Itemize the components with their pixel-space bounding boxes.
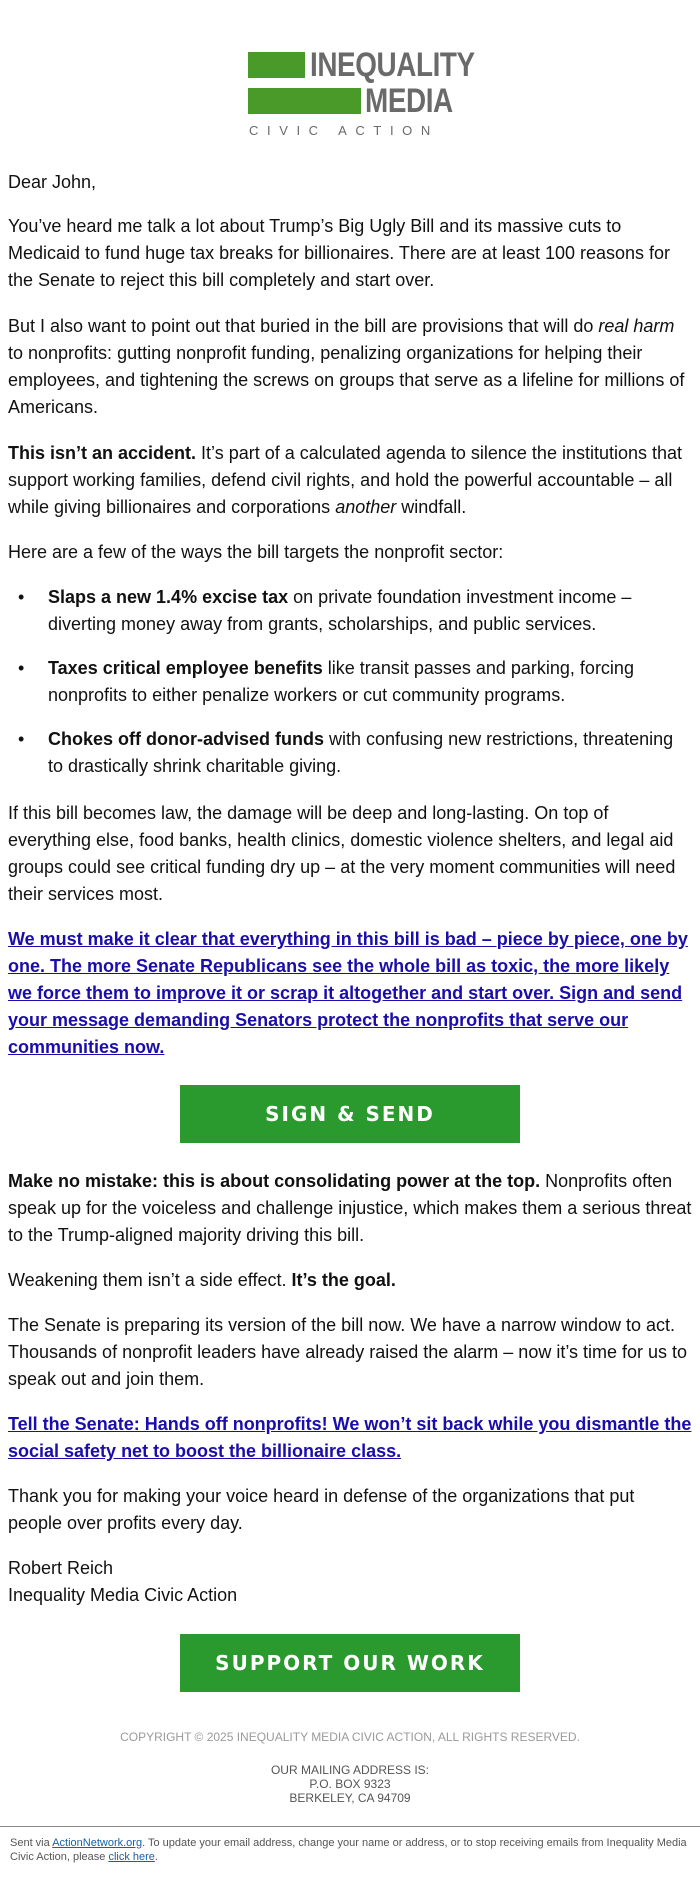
bullet-bold: Taxes critical employee benefits	[48, 658, 323, 678]
sign-and-send-button[interactable]: SIGN & SEND	[180, 1085, 520, 1143]
paragraph-goal	[8, 1267, 692, 1294]
footer-divider	[0, 1826, 700, 1827]
bullet-dot: •	[18, 658, 25, 678]
mailing-address	[0, 1763, 700, 1805]
mailing-label: OUR MAILING ADDRESS IS:	[270, 1763, 430, 1777]
unsubscribe-link[interactable]: click here	[108, 1851, 155, 1863]
copyright-notice: COPYRIGHT © 2025 INEQUALITY MEDIA CIVIC ACTION, ALL RIGHTS RESERVED.	[120, 1730, 580, 1744]
inequality-media-logo[interactable]	[248, 46, 475, 140]
signature-name: Robert Reich	[8, 1558, 114, 1578]
paragraph-hands-off-link	[8, 1411, 692, 1465]
bullet-text: with confusing new restrictions, threatening to drastically shrink charitable giving.	[48, 729, 674, 776]
bullet-bold: Slaps a new 1.4% excise tax	[48, 587, 289, 607]
address-line-2: BERKELEY, CA 94709	[289, 1791, 411, 1805]
paragraph-no-mistake	[8, 1168, 692, 1249]
paragraph-thank-you: Thank you for making your voice heard in defense of the organizations that put people over profits every day.	[8, 1486, 635, 1533]
sent-via-notice	[10, 1836, 690, 1864]
p6-bold: Make no mistake: this is about consolidating power at the top.	[8, 1171, 541, 1191]
bullet-bold: Chokes off donor-advised funds	[48, 729, 325, 749]
list-item	[18, 726, 688, 780]
p6-text-after: Nonprofits often speak up for the voiceless and challenge injustice, which makes them a serious threat to the Trump-aligned majority driving this bill.	[8, 1171, 692, 1245]
hands-off-nonprofits-link[interactable]: Tell the Senate: Hands off nonprofits! We won’t sit back while you dismantle the social safety net to boost the billionaire class.	[8, 1414, 692, 1461]
signature-org: Inequality Media Civic Action	[8, 1585, 238, 1605]
greeting: Dear John,	[8, 172, 97, 192]
p2-text-after: to nonprofits: gutting nonprofit funding, penalizing organizations for helping their employees, and tightening the screws on groups that serve as a lifeline for millions of Americans.	[8, 343, 685, 417]
p2-emphasis: real harm	[598, 316, 675, 336]
list-item	[18, 584, 688, 638]
logo-bar-bottom	[248, 88, 361, 114]
sent-middle: . To update your email address, change your name or address, or to stop receiving emails from Inequality Media Civic Action, please	[10, 1837, 687, 1863]
actionnetwork-link[interactable]: ActionNetwork.org	[52, 1837, 143, 1849]
bullet-text: on private foundation investment income – diverting money away from grants, scholarships, and public services.	[48, 587, 632, 634]
p7-bold: It’s the goal.	[291, 1270, 396, 1290]
paragraph-list-intro: Here are a few of the ways the bill targets the nonprofit sector:	[8, 542, 504, 562]
list-item	[18, 655, 688, 709]
logo-word-civic-action: CIVIC ACTION	[249, 123, 439, 138]
sent-suffix: .	[154, 1851, 158, 1863]
p2-text-before: But I also want to point out that buried in the bill are provisions that will do	[8, 316, 599, 336]
p3-emphasis: another	[335, 497, 397, 517]
p7-text-before: Weakening them isn’t a side effect.	[8, 1270, 292, 1290]
p3-text-middle: It’s part of a calculated agenda to silence the institutions that support working families, defend civil rights, and hold the powerful accountable – all while giving billionaires and corporations	[8, 443, 683, 517]
logo-bar-top	[248, 52, 305, 78]
bullet-text: like transit passes and parking, forcing nonprofits to either penalize workers or cut community programs.	[48, 658, 634, 705]
paragraph-damage: If this bill becomes law, the damage will be deep and long-lasting. On top of everything else, food banks, health clinics, domestic violence shelters, and legal aid groups could see critical funding dry up – at the very moment communities will need their services most.	[8, 803, 676, 904]
logo-word-media: MEDIA	[365, 82, 453, 120]
p3-text-after: windfall.	[396, 497, 467, 517]
bullet-dot: •	[18, 729, 25, 749]
sent-prefix: Sent via	[10, 1837, 53, 1849]
paragraph-real-harm	[8, 313, 692, 421]
p3-bold: This isn’t an accident.	[8, 443, 197, 463]
paragraph-not-accident	[8, 440, 692, 521]
support-our-work-button[interactable]: SUPPORT OUR WORK	[180, 1634, 520, 1692]
paragraph-senate-window: The Senate is preparing its version of the bill now. We have a narrow window to act. Thousands of nonprofit leaders have already raised the alarm – now it’s time for us to speak out and join them.	[8, 1315, 688, 1389]
logo-word-inequality: INEQUALITY	[310, 46, 475, 84]
paragraph-cta-link	[8, 926, 692, 1061]
sign-petition-link[interactable]: We must make it clear that everything in this bill is bad – piece by piece, one by one. The more Senate Republicans see the whole bill as toxic, the more likely we force them to improve it or scrap it altogether and start over. Sign and send your message demanding Senators protect the nonprofits that serve our communities now.	[8, 929, 688, 1057]
address-line-1: P.O. BOX 9323	[309, 1777, 391, 1791]
bullet-dot: •	[18, 587, 25, 607]
paragraph-intro: You’ve heard me talk a lot about Trump’s Big Ugly Bill and its massive cuts to Medicaid to fund huge tax breaks for billionaires. There are at least 100 reasons for the Senate to reject this bill completely and start over.	[8, 216, 671, 290]
